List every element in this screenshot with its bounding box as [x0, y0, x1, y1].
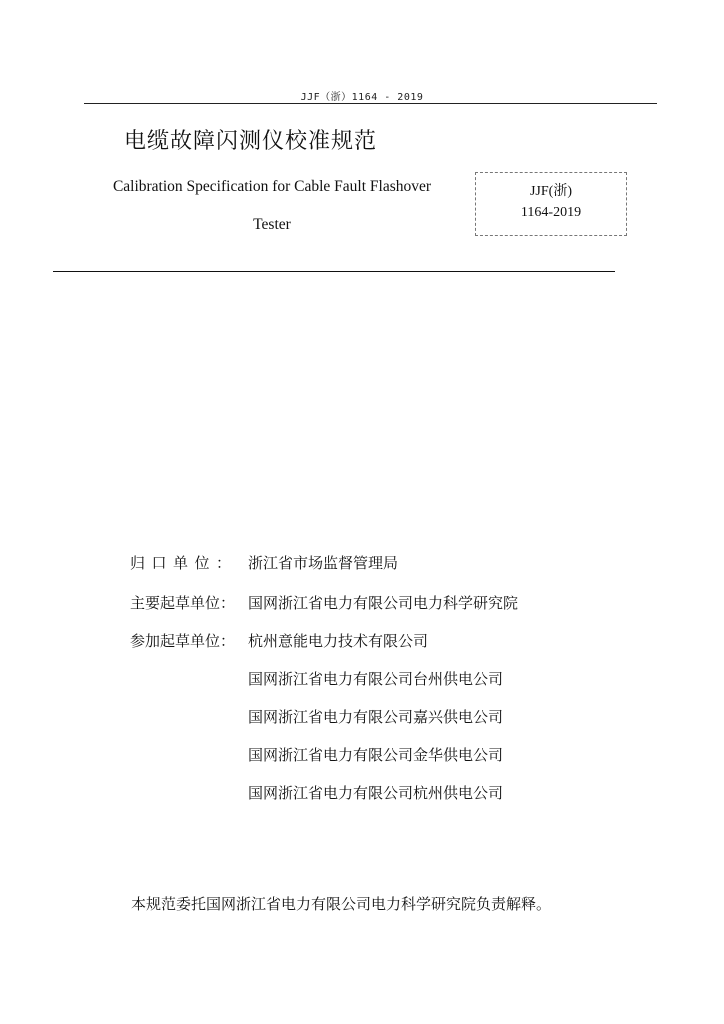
participant-row: [248, 744, 503, 765]
header-spec-code: JJF（浙）1164 - 2019: [300, 92, 424, 103]
title-english: [96, 168, 448, 244]
spec-code-line1: JJF(浙): [529, 184, 572, 199]
responsible-unit-row: [130, 552, 398, 573]
main-drafter-label: 主要起草单位：: [130, 594, 236, 612]
title-english-line1: Calibration Specification for Cable Fault Flashover: [112, 178, 432, 195]
participant-item: 杭州意能电力技术有限公司: [248, 632, 429, 650]
main-drafter-row: [130, 592, 518, 613]
title-english-line2: Tester: [253, 216, 291, 233]
main-divider: [53, 271, 615, 272]
participant-item: 国网浙江省电力有限公司嘉兴供电公司: [248, 708, 504, 726]
participant-row: [248, 782, 503, 803]
participant-row: [248, 668, 503, 689]
participants-label: 参加起草单位：: [130, 632, 236, 650]
interpretation-note: 本规范委托国网浙江省电力有限公司电力科学研究院负责解释。: [131, 895, 552, 913]
responsible-unit-label: 归口单位：: [130, 554, 238, 572]
participants-row: [130, 630, 428, 651]
participant-row: [248, 706, 503, 727]
header-divider: [84, 103, 657, 104]
participant-item: 国网浙江省电力有限公司台州供电公司: [248, 670, 504, 688]
spec-code-box: [475, 172, 627, 236]
participant-item: 国网浙江省电力有限公司金华供电公司: [248, 746, 504, 764]
participant-item: 国网浙江省电力有限公司杭州供电公司: [248, 784, 504, 802]
title-chinese: 电缆故障闪测仪校准规范: [124, 129, 378, 154]
spec-code-line2: 1164-2019: [520, 205, 582, 220]
main-drafter-value: 国网浙江省电力有限公司电力科学研究院: [248, 594, 519, 612]
responsible-unit-value: 浙江省市场监督管理局: [248, 554, 399, 572]
